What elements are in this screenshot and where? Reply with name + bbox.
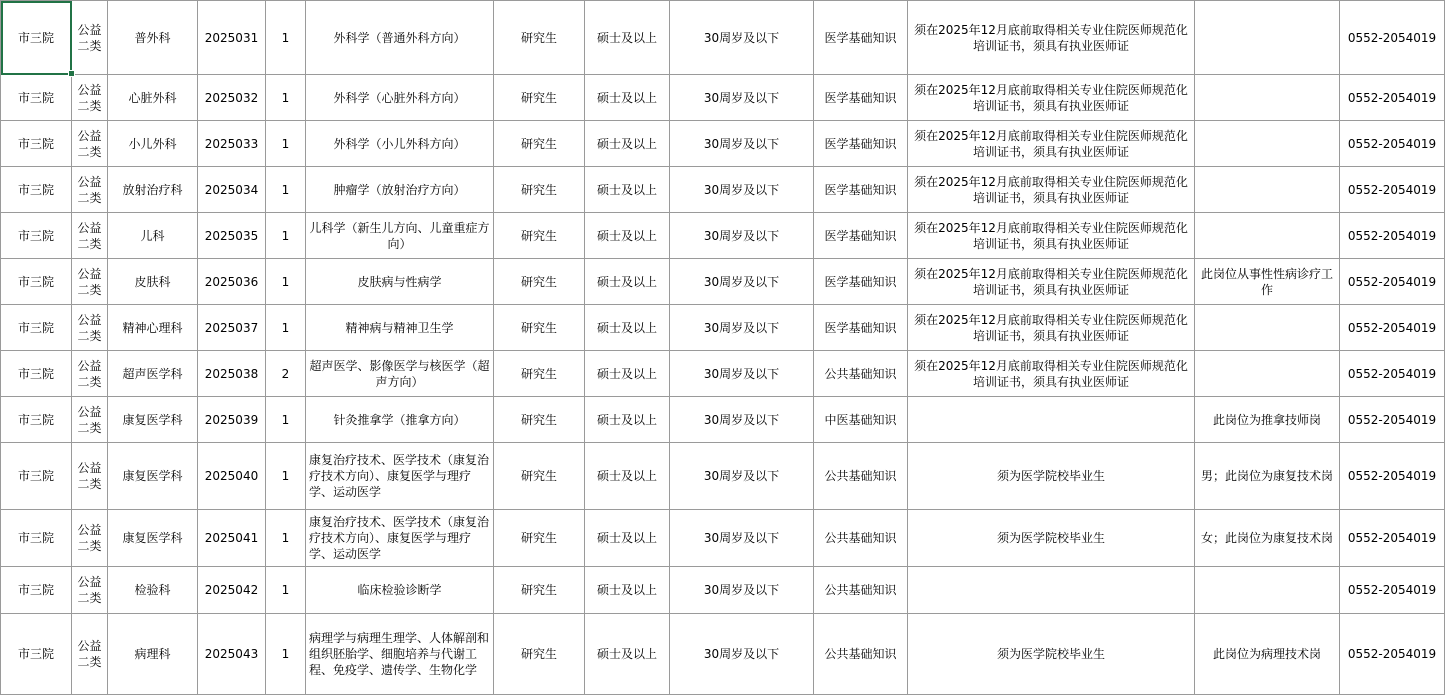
cell-r2-c3[interactable]: 2025033	[198, 121, 266, 167]
table-row	[1, 305, 1445, 351]
cell-r2-c1[interactable]: 公益二类	[72, 121, 108, 167]
cell-r8-c3[interactable]: 2025039	[198, 397, 266, 443]
cell-r12-c5[interactable]: 病理学与病理生理学、人体解剖和组织胚胎学、细胞培养与代谢工程、免疫学、遗传学、生物化学	[306, 614, 494, 695]
cell-r9-c12[interactable]: 0552-2054019	[1340, 443, 1445, 510]
cell-r5-c4[interactable]: 1	[266, 259, 306, 305]
cell-r11-c1[interactable]: 公益二类	[72, 567, 108, 614]
cell-r5-c11[interactable]: 此岗位从事性性病诊疗工作	[1195, 259, 1340, 305]
table-row	[1, 259, 1445, 305]
cell-r8-c6[interactable]: 研究生	[494, 397, 585, 443]
cell-r7-c8[interactable]: 30周岁及以下	[670, 351, 814, 397]
cell-r11-c9[interactable]: 公共基础知识	[814, 567, 908, 614]
cell-r8-c7[interactable]: 硕士及以上	[585, 397, 670, 443]
cell-r11-c11[interactable]	[1195, 567, 1340, 614]
cell-r5-c3[interactable]: 2025036	[198, 259, 266, 305]
cell-r9-c2[interactable]: 康复医学科	[108, 443, 198, 510]
cell-r5-c2[interactable]: 皮肤科	[108, 259, 198, 305]
table-row	[1, 443, 1445, 510]
cell-r4-c11[interactable]	[1195, 213, 1340, 259]
fill-handle[interactable]	[68, 70, 75, 77]
cell-r12-c6[interactable]: 研究生	[494, 614, 585, 695]
cell-r10-c0[interactable]: 市三院	[1, 510, 72, 567]
cell-r12-c11[interactable]: 此岗位为病理技术岗	[1195, 614, 1340, 695]
cell-r10-c2[interactable]: 康复医学科	[108, 510, 198, 567]
cell-r10-c4[interactable]: 1	[266, 510, 306, 567]
cell-r3-c12[interactable]: 0552-2054019	[1340, 167, 1445, 213]
cell-r10-c10[interactable]: 须为医学院校毕业生	[908, 510, 1195, 567]
cell-r0-c8[interactable]: 30周岁及以下	[670, 1, 814, 75]
cell-r7-c6[interactable]: 研究生	[494, 351, 585, 397]
cell-r1-c8[interactable]: 30周岁及以下	[670, 75, 814, 121]
cell-r2-c10[interactable]: 须在2025年12月底前取得相关专业住院医师规范化培训证书，须具有执业医师证	[908, 121, 1195, 167]
cell-r3-c8[interactable]: 30周岁及以下	[670, 167, 814, 213]
cell-r3-c1[interactable]: 公益二类	[72, 167, 108, 213]
cell-r11-c7[interactable]: 硕士及以上	[585, 567, 670, 614]
cell-r12-c12[interactable]: 0552-2054019	[1340, 614, 1445, 695]
cell-r9-c7[interactable]: 硕士及以上	[585, 443, 670, 510]
cell-r6-c7[interactable]: 硕士及以上	[585, 305, 670, 351]
cell-r6-c6[interactable]: 研究生	[494, 305, 585, 351]
cell-r12-c2[interactable]: 病理科	[108, 614, 198, 695]
cell-r4-c7[interactable]: 硕士及以上	[585, 213, 670, 259]
cell-r6-c2[interactable]: 精神心理科	[108, 305, 198, 351]
cell-r2-c11[interactable]	[1195, 121, 1340, 167]
cell-r4-c6[interactable]: 研究生	[494, 213, 585, 259]
table-row	[1, 567, 1445, 614]
table-row	[1, 121, 1445, 167]
cell-r12-c1[interactable]: 公益二类	[72, 614, 108, 695]
cell-r8-c2[interactable]: 康复医学科	[108, 397, 198, 443]
cell-r7-c9[interactable]: 公共基础知识	[814, 351, 908, 397]
cell-r11-c4[interactable]: 1	[266, 567, 306, 614]
cell-r10-c6[interactable]: 研究生	[494, 510, 585, 567]
cell-r5-c6[interactable]: 研究生	[494, 259, 585, 305]
cell-r6-c11[interactable]	[1195, 305, 1340, 351]
cell-r9-c0[interactable]: 市三院	[1, 443, 72, 510]
table-row	[1, 167, 1445, 213]
table-row	[1, 351, 1445, 397]
cell-r10-c8[interactable]: 30周岁及以下	[670, 510, 814, 567]
cell-r12-c9[interactable]: 公共基础知识	[814, 614, 908, 695]
cell-r1-c0[interactable]: 市三院	[1, 75, 72, 121]
cell-r1-c7[interactable]: 硕士及以上	[585, 75, 670, 121]
cell-r7-c2[interactable]: 超声医学科	[108, 351, 198, 397]
cell-r2-c7[interactable]: 硕士及以上	[585, 121, 670, 167]
cell-r2-c2[interactable]: 小儿外科	[108, 121, 198, 167]
cell-r12-c4[interactable]: 1	[266, 614, 306, 695]
cell-r2-c8[interactable]: 30周岁及以下	[670, 121, 814, 167]
cell-r3-c4[interactable]: 1	[266, 167, 306, 213]
cell-r11-c12[interactable]: 0552-2054019	[1340, 567, 1445, 614]
cell-r8-c8[interactable]: 30周岁及以下	[670, 397, 814, 443]
cell-r9-c11[interactable]: 男；此岗位为康复技术岗	[1195, 443, 1340, 510]
cell-r0-c2[interactable]: 普外科	[108, 1, 198, 75]
cell-r1-c3[interactable]: 2025032	[198, 75, 266, 121]
cell-r7-c5[interactable]: 超声医学、影像医学与核医学（超声方向）	[306, 351, 494, 397]
cell-r6-c0[interactable]: 市三院	[1, 305, 72, 351]
cell-r10-c12[interactable]: 0552-2054019	[1340, 510, 1445, 567]
cell-r7-c3[interactable]: 2025038	[198, 351, 266, 397]
cell-r4-c8[interactable]: 30周岁及以下	[670, 213, 814, 259]
cell-r1-c6[interactable]: 研究生	[494, 75, 585, 121]
cell-r3-c10[interactable]: 须在2025年12月底前取得相关专业住院医师规范化培训证书，须具有执业医师证	[908, 167, 1195, 213]
cell-r2-c12[interactable]: 0552-2054019	[1340, 121, 1445, 167]
cell-r8-c12[interactable]: 0552-2054019	[1340, 397, 1445, 443]
cell-r11-c2[interactable]: 检验科	[108, 567, 198, 614]
cell-r10-c5[interactable]: 康复治疗技术、医学技术（康复治疗技术方向）、康复医学与理疗学、运动医学	[306, 510, 494, 567]
cell-r7-c7[interactable]: 硕士及以上	[585, 351, 670, 397]
cell-r6-c1[interactable]: 公益二类	[72, 305, 108, 351]
cell-r9-c3[interactable]: 2025040	[198, 443, 266, 510]
table-row	[1, 397, 1445, 443]
cell-r1-c2[interactable]: 心脏外科	[108, 75, 198, 121]
cell-r1-c4[interactable]: 1	[266, 75, 306, 121]
cell-r4-c4[interactable]: 1	[266, 213, 306, 259]
cell-r7-c4[interactable]: 2	[266, 351, 306, 397]
cell-r9-c4[interactable]: 1	[266, 443, 306, 510]
cell-r8-c10[interactable]	[908, 397, 1195, 443]
cell-r12-c0[interactable]: 市三院	[1, 614, 72, 695]
cell-r4-c5[interactable]: 儿科学（新生儿方向、儿童重症方向）	[306, 213, 494, 259]
cell-r4-c12[interactable]: 0552-2054019	[1340, 213, 1445, 259]
cell-r7-c12[interactable]: 0552-2054019	[1340, 351, 1445, 397]
cell-r3-c9[interactable]: 医学基础知识	[814, 167, 908, 213]
cell-r6-c10[interactable]: 须在2025年12月底前取得相关专业住院医师规范化培训证书，须具有执业医师证	[908, 305, 1195, 351]
cell-r6-c9[interactable]: 医学基础知识	[814, 305, 908, 351]
cell-r4-c9[interactable]: 医学基础知识	[814, 213, 908, 259]
cell-r4-c10[interactable]: 须在2025年12月底前取得相关专业住院医师规范化培训证书，须具有执业医师证	[908, 213, 1195, 259]
cell-r11-c6[interactable]: 研究生	[494, 567, 585, 614]
cell-r10-c9[interactable]: 公共基础知识	[814, 510, 908, 567]
cell-r0-c6[interactable]: 研究生	[494, 1, 585, 75]
table-row	[1, 1, 1445, 75]
cell-r5-c5[interactable]: 皮肤病与性病学	[306, 259, 494, 305]
table-row	[1, 510, 1445, 567]
cell-r12-c7[interactable]: 硕士及以上	[585, 614, 670, 695]
cell-r1-c12[interactable]: 0552-2054019	[1340, 75, 1445, 121]
cell-r5-c1[interactable]: 公益二类	[72, 259, 108, 305]
cell-r0-c7[interactable]: 硕士及以上	[585, 1, 670, 75]
cell-r5-c8[interactable]: 30周岁及以下	[670, 259, 814, 305]
cell-r9-c5[interactable]: 康复治疗技术、医学技术（康复治疗技术方向）、康复医学与理疗学、运动医学	[306, 443, 494, 510]
cell-r11-c5[interactable]: 临床检验诊断学	[306, 567, 494, 614]
cell-r5-c7[interactable]: 硕士及以上	[585, 259, 670, 305]
cell-r4-c2[interactable]: 儿科	[108, 213, 198, 259]
cell-r10-c3[interactable]: 2025041	[198, 510, 266, 567]
cell-r3-c2[interactable]: 放射治疗科	[108, 167, 198, 213]
cell-r0-c1[interactable]: 公益二类	[72, 1, 108, 75]
cell-r1-c11[interactable]	[1195, 75, 1340, 121]
cell-r1-c9[interactable]: 医学基础知识	[814, 75, 908, 121]
cell-r7-c0[interactable]: 市三院	[1, 351, 72, 397]
cell-r0-c10[interactable]: 须在2025年12月底前取得相关专业住院医师规范化培训证书，须具有执业医师证	[908, 1, 1195, 75]
cell-r6-c8[interactable]: 30周岁及以下	[670, 305, 814, 351]
cell-r0-c0[interactable]: 市三院	[1, 1, 72, 75]
cell-r12-c8[interactable]: 30周岁及以下	[670, 614, 814, 695]
cell-r4-c3[interactable]: 2025035	[198, 213, 266, 259]
table-row	[1, 75, 1445, 121]
cell-r3-c6[interactable]: 研究生	[494, 167, 585, 213]
cell-r0-c11[interactable]	[1195, 1, 1340, 75]
cell-r9-c1[interactable]: 公益二类	[72, 443, 108, 510]
cell-r8-c0[interactable]: 市三院	[1, 397, 72, 443]
cell-r11-c3[interactable]: 2025042	[198, 567, 266, 614]
cell-r1-c1[interactable]: 公益二类	[72, 75, 108, 121]
cell-r10-c11[interactable]: 女；此岗位为康复技术岗	[1195, 510, 1340, 567]
cell-r0-c4[interactable]: 1	[266, 1, 306, 75]
cell-r9-c6[interactable]: 研究生	[494, 443, 585, 510]
cell-r0-c12[interactable]: 0552-2054019	[1340, 1, 1445, 75]
cell-r10-c7[interactable]: 硕士及以上	[585, 510, 670, 567]
cell-r6-c12[interactable]: 0552-2054019	[1340, 305, 1445, 351]
cell-r5-c10[interactable]: 须在2025年12月底前取得相关专业住院医师规范化培训证书，须具有执业医师证	[908, 259, 1195, 305]
cell-r8-c9[interactable]: 中医基础知识	[814, 397, 908, 443]
cell-r2-c9[interactable]: 医学基础知识	[814, 121, 908, 167]
cell-r4-c1[interactable]: 公益二类	[72, 213, 108, 259]
cell-r5-c9[interactable]: 医学基础知识	[814, 259, 908, 305]
cell-r0-c3[interactable]: 2025031	[198, 1, 266, 75]
cell-r1-c5[interactable]: 外科学（心脏外科方向）	[306, 75, 494, 121]
cell-r9-c9[interactable]: 公共基础知识	[814, 443, 908, 510]
cell-r8-c11[interactable]: 此岗位为推拿技师岗	[1195, 397, 1340, 443]
cell-r11-c8[interactable]: 30周岁及以下	[670, 567, 814, 614]
cell-r10-c1[interactable]: 公益二类	[72, 510, 108, 567]
cell-r1-c10[interactable]: 须在2025年12月底前取得相关专业住院医师规范化培训证书，须具有执业医师证	[908, 75, 1195, 121]
cell-r0-c9[interactable]: 医学基础知识	[814, 1, 908, 75]
cell-r7-c1[interactable]: 公益二类	[72, 351, 108, 397]
cell-r12-c3[interactable]: 2025043	[198, 614, 266, 695]
cell-r2-c0[interactable]: 市三院	[1, 121, 72, 167]
table-row	[1, 213, 1445, 259]
cell-r8-c5[interactable]: 针灸推拿学（推拿方向）	[306, 397, 494, 443]
table-row	[1, 614, 1445, 695]
cell-r5-c12[interactable]: 0552-2054019	[1340, 259, 1445, 305]
cell-r6-c5[interactable]: 精神病与精神卫生学	[306, 305, 494, 351]
cell-r3-c11[interactable]	[1195, 167, 1340, 213]
cell-r11-c0[interactable]: 市三院	[1, 567, 72, 614]
cell-r8-c1[interactable]: 公益二类	[72, 397, 108, 443]
cell-r3-c5[interactable]: 肿瘤学（放射治疗方向）	[306, 167, 494, 213]
cell-r6-c4[interactable]: 1	[266, 305, 306, 351]
cell-r4-c0[interactable]: 市三院	[1, 213, 72, 259]
cell-r9-c10[interactable]: 须为医学院校毕业生	[908, 443, 1195, 510]
cell-r2-c6[interactable]: 研究生	[494, 121, 585, 167]
cell-r5-c0[interactable]: 市三院	[1, 259, 72, 305]
cell-r12-c10[interactable]: 须为医学院校毕业生	[908, 614, 1195, 695]
cell-r3-c7[interactable]: 硕士及以上	[585, 167, 670, 213]
cell-r2-c4[interactable]: 1	[266, 121, 306, 167]
cell-r3-c3[interactable]: 2025034	[198, 167, 266, 213]
cell-r9-c8[interactable]: 30周岁及以下	[670, 443, 814, 510]
cell-r8-c4[interactable]: 1	[266, 397, 306, 443]
cell-r11-c10[interactable]	[908, 567, 1195, 614]
cell-r7-c10[interactable]: 须在2025年12月底前取得相关专业住院医师规范化培训证书，须具有执业医师证	[908, 351, 1195, 397]
cell-r3-c0[interactable]: 市三院	[1, 167, 72, 213]
cell-r2-c5[interactable]: 外科学（小儿外科方向）	[306, 121, 494, 167]
cell-r0-c5[interactable]: 外科学（普通外科方向）	[306, 1, 494, 75]
cell-r6-c3[interactable]: 2025037	[198, 305, 266, 351]
cell-r7-c11[interactable]	[1195, 351, 1340, 397]
